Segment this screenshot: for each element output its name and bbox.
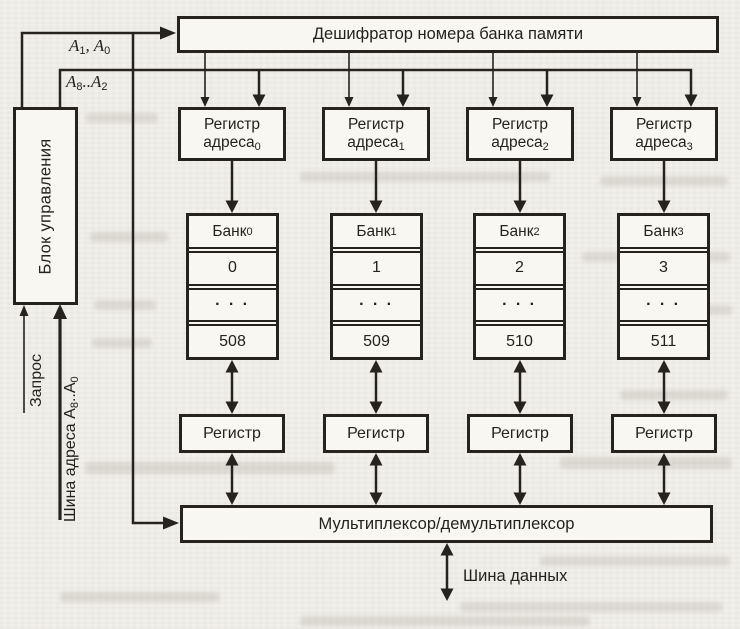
bank-1-title: Банк 1 — [333, 216, 420, 249]
decoder-output-arrows — [201, 51, 642, 107]
bleed-artifact — [600, 176, 728, 186]
register-to-bank-arrows — [226, 161, 671, 213]
address-register-1-index: 1 — [398, 141, 405, 153]
data-bus-label: Шина данных — [463, 567, 568, 585]
buffer-register-0 — [179, 414, 285, 453]
abus-sub1: 8 — [69, 402, 81, 409]
bank-0-title: Банк 0 — [189, 216, 276, 249]
bank-1-title-word: Банк — [356, 222, 391, 240]
a1a0-sub1: 1 — [79, 45, 86, 57]
address-register-1-word: адреса — [347, 134, 399, 151]
bank-2-cell-ellipsis: · · · — [476, 288, 563, 323]
a8a2-base1: A — [66, 72, 77, 91]
mux-demux-label: Мультиплексор/демультиплексор — [318, 514, 575, 533]
bank-number-decoder — [177, 16, 719, 53]
bank-3-cell-first: 3 — [620, 251, 707, 286]
a1a0-base1: A — [69, 36, 80, 55]
bank-0-cell-ellipsis: · · · — [189, 288, 276, 323]
bank-0-cell-last: 508 — [189, 324, 276, 357]
abus-sub2: 0 — [69, 376, 81, 383]
bank-2-cell-first: 2 — [476, 251, 563, 286]
address-register-1 — [322, 107, 430, 161]
bleed-artifact — [460, 602, 722, 612]
address-register-3-index: 3 — [686, 141, 693, 153]
a1a0-sub2: 0 — [104, 45, 111, 57]
bleed-artifact — [85, 462, 335, 474]
a8a2-sub2: 2 — [101, 81, 108, 93]
wire-bank-select — [133, 33, 179, 530]
buffer-register-2 — [467, 414, 573, 453]
bank-2-title-word: Банк — [499, 222, 534, 240]
bleed-artifact — [560, 457, 732, 469]
data-bus-arrow — [441, 543, 454, 601]
address-register-3-line1: Регистр — [635, 116, 693, 133]
address-register-3-word: адреса — [635, 134, 687, 151]
bleed-artifact — [86, 113, 158, 123]
address-register-3-line2 — [635, 134, 692, 152]
bank-buffer-arrows — [226, 360, 671, 414]
bank-3-title-word: Банк — [643, 222, 678, 240]
bleed-artifact — [94, 300, 156, 310]
signal-label-a1a0 — [69, 36, 110, 56]
bank-2-title: Банк 2 — [476, 216, 563, 249]
request-label: Запрос — [28, 353, 45, 407]
buffer-register-1-label: Регистр — [347, 424, 405, 442]
address-register-0-line1: Регистр — [203, 116, 261, 133]
address-bus-label — [62, 376, 80, 522]
bleed-artifact — [92, 338, 152, 348]
a1a0-base2: , A — [85, 36, 105, 55]
bank-3-title: Банк 3 — [620, 216, 707, 249]
bank-0-title-word: Банк — [212, 222, 247, 240]
buffer-register-2-label: Регистр — [491, 424, 549, 442]
a8a2-base2: ..A — [82, 72, 102, 91]
wire-a8a2-bus — [60, 70, 698, 108]
bank-2 — [473, 213, 566, 360]
bleed-artifact — [540, 556, 730, 566]
address-register-2-line1: Регистр — [491, 116, 549, 133]
address-register-1-line2 — [347, 134, 404, 152]
buffer-register-3 — [611, 414, 717, 453]
bleed-artifact — [300, 616, 590, 626]
address-register-2 — [466, 107, 574, 161]
bank-1-cell-last: 509 — [333, 324, 420, 357]
bank-3 — [617, 213, 710, 360]
buffer-register-3-label: Регистр — [635, 424, 693, 442]
control-unit-label: Блок управления — [36, 138, 54, 274]
bank-0-cell-first: 0 — [189, 251, 276, 286]
address-register-3 — [610, 107, 718, 161]
bank-3-cell-ellipsis: · · · — [620, 288, 707, 323]
address-register-1-line1: Регистр — [347, 116, 405, 133]
bank-1-cell-ellipsis: · · · — [333, 288, 420, 323]
address-register-0-word: адреса — [203, 134, 255, 151]
bleed-artifact — [300, 172, 550, 182]
mux-demux — [180, 505, 713, 543]
control-unit — [13, 107, 78, 305]
signal-label-a8a2 — [66, 72, 108, 92]
address-register-2-index: 2 — [542, 141, 549, 153]
address-register-0-index: 0 — [254, 141, 261, 153]
abus-base2: ..A — [62, 382, 79, 403]
bleed-artifact — [90, 232, 168, 242]
abus-base1: Шина адреса A — [62, 408, 79, 522]
buffer-register-1 — [323, 414, 429, 453]
bleed-artifact — [620, 390, 728, 400]
bank-2-cell-last: 510 — [476, 324, 563, 357]
bank-1-cell-first: 1 — [333, 251, 420, 286]
bank-3-cell-last: 511 — [620, 324, 707, 357]
address-register-2-line2 — [491, 134, 548, 152]
bleed-artifact — [60, 592, 220, 602]
address-register-0-line2 — [203, 134, 260, 152]
address-register-2-word: адреса — [491, 134, 543, 151]
bank-1 — [330, 213, 423, 360]
decoder-label: Дешифратор номера банка памяти — [312, 25, 584, 43]
buffer-register-0-label: Регистр — [203, 424, 261, 442]
a8a2-sub1: 8 — [76, 81, 83, 93]
bank-0 — [186, 213, 279, 360]
address-register-0 — [178, 107, 286, 161]
